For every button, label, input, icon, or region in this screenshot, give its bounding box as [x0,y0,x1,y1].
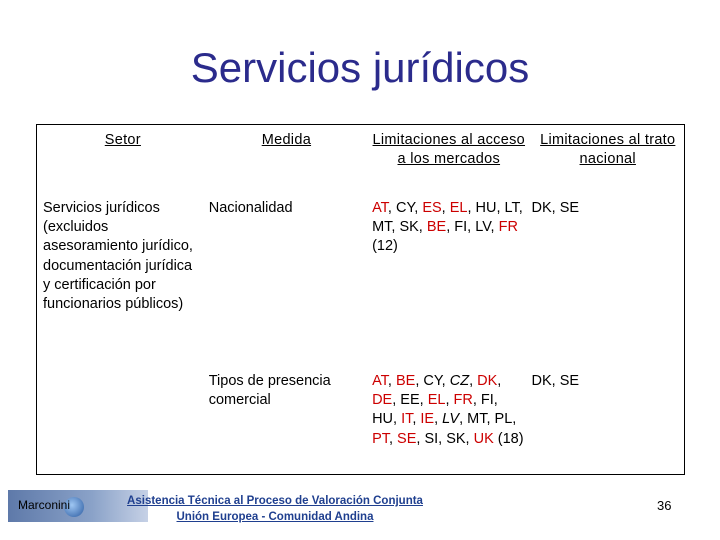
national-treatment-cell: DK, SE [531,200,580,216]
text-run: , EE, [392,392,428,409]
table-header-row [37,125,685,200]
text-run: , [434,411,443,428]
header-market-access-label: Limitaciones al acceso a los mercados [372,132,526,168]
footer-project-line1[interactable]: Asistencia Técnica al Proceso de Valoración Conjunta [127,495,423,507]
country-code: UK [473,430,494,447]
country-code: AT [372,373,388,389]
header-market-access [364,125,525,200]
text-run: , CY, [415,373,450,389]
page-number: 36 [657,498,672,513]
text-run: (18) [493,430,524,447]
text-run: (12) [372,238,398,255]
country-code: LV [442,411,460,428]
text-run: , FI, LV, [446,219,499,236]
national-treatment-cell: DK, SE [531,373,580,389]
country-code: CZ [449,373,470,389]
country-code: AT [372,200,388,216]
header-measure-label: Medida [261,132,312,148]
slide-title: Servicios jurídicos [190,44,530,91]
footer-project [100,493,450,525]
text-run: , [445,392,454,409]
country-code: SE [397,430,417,447]
services-table [36,124,685,475]
market-access-cell [364,372,525,475]
footer-author: Marconini [18,498,71,512]
country-code: ES [422,200,442,216]
text-run: , [388,430,398,447]
country-code: IT [401,411,413,428]
text-run: , CY, [387,200,423,216]
text-run: , [412,411,421,428]
header-sector-label: Setor [104,132,141,148]
country-code: PT [372,430,389,447]
text-run: , FI, HU, [372,392,498,428]
sector-cell: Servicios jurídicos (excluidos asesoramiento jurídico, documentación jurídica y certificación por funcionarios públicos) [43,200,193,313]
text-run: , SI, SK, [416,430,474,447]
country-code: DE [372,392,393,409]
text-run: , HU, LT, MT, SK, [372,200,523,236]
country-code: FR [498,219,518,236]
country-code: DK [477,373,498,389]
country-code: BE [395,373,416,389]
table-row [37,199,685,372]
header-measure [203,125,364,200]
market-access-cell [364,199,525,372]
measure-cell: Nacionalidad [208,200,293,216]
header-national-treatment-label: Limitaciones al trato nacional [540,132,676,168]
measure-cell: Tipos de presencia comercial [208,373,331,409]
header-sector [37,125,203,200]
header-national-treatment [526,125,685,200]
country-code: IE [420,411,435,428]
text-run: , [469,373,478,389]
footer-project-line2[interactable]: Unión Europea - Comunidad Andina [176,511,374,523]
text-run: , [441,200,450,216]
text-run: , [497,373,502,389]
country-code: EL [449,200,468,216]
country-code: EL [427,392,446,409]
text-run: , [387,373,396,389]
text-run: , MT, PL, [459,411,517,428]
country-code: BE [426,219,447,236]
country-code: FR [453,392,473,409]
